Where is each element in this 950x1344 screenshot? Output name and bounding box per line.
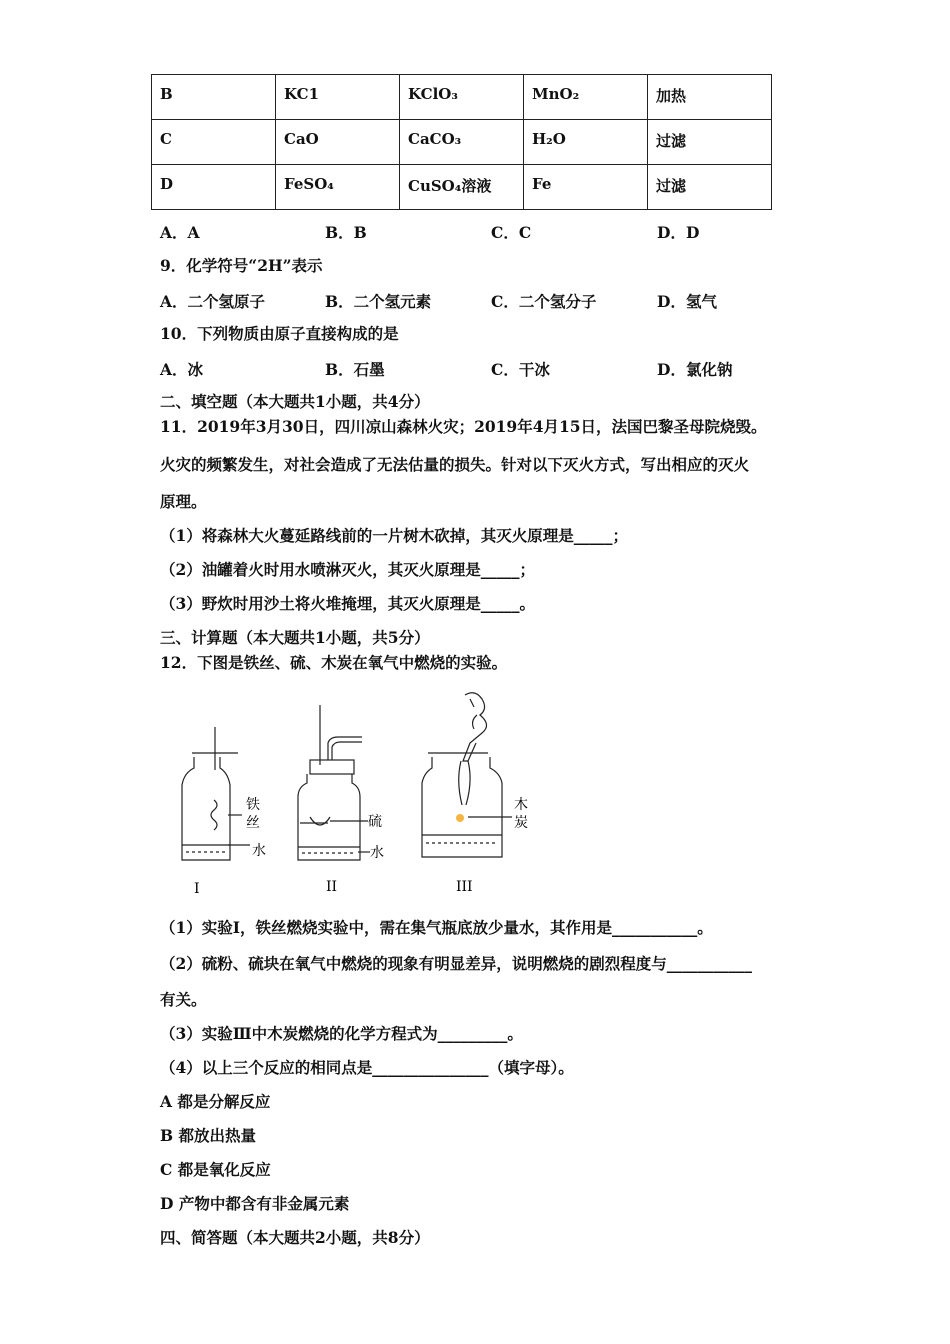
table-cell: 加热 [648,75,772,120]
table-cell: CaO [276,120,400,165]
caption-1: I [194,881,200,897]
q9-option-c: C．二个氢分子 [491,292,597,311]
table-cell: C [152,120,276,165]
q12-part: （4）以上三个反应的相同点是_______________（填字母）。 [160,1058,574,1077]
label-charcoal-2: 炭 [514,815,528,831]
q12-choice: C 都是氧化反应 [160,1160,271,1179]
bottle-3 [422,693,512,857]
q10-option-a: A．冰 [160,360,204,379]
table-cell: KClO₃ [400,75,524,120]
q11-stem: 原理。 [160,492,207,511]
section-title: 四、简答题（本大题共2小题，共8分） [160,1228,430,1247]
q12-choice: A 都是分解反应 [160,1092,271,1111]
q9-option-d: D．氢气 [657,292,717,311]
table-cell: CaCO₃ [400,120,524,165]
section-title: 二、填空题（本大题共1小题，共4分） [160,392,430,411]
table-cell: 过滤 [648,120,772,165]
q8-option-a: A．A [160,223,200,242]
q11-part: （2）油罐着火时用水喷淋灭火，其灭火原理是_____； [160,560,536,579]
options-table [151,74,772,210]
section-title: 三、计算题（本大题共1小题，共5分） [160,628,430,647]
q11-part: （3）野炊时用沙土将火堆掩埋，其灭火原理是_____。 [160,594,536,613]
table-cell: Fe [524,165,648,210]
label-charcoal-1: 木 [514,797,528,813]
table-cell: D [152,165,276,210]
q11-part: （1）将森林大火蔓延路线前的一片树木砍掉，其灭火原理是_____； [160,526,629,545]
q8-option-c: C．C [491,223,532,242]
q12-choice: B 都放出热量 [160,1126,256,1145]
q11-stem: 11．2019年3月30日，四川凉山森林火灾；2019年4月15日，法国巴黎圣母院烧毁。 [160,417,767,436]
q9-option-a: A．二个氢原子 [160,292,266,311]
table-row [152,120,772,165]
q12-part: （1）实验Ⅰ，铁丝燃烧实验中，需在集气瓶底放少量水，其作用是___________。 [160,918,713,937]
table-cell: MnO₂ [524,75,648,120]
q12-choice: D 产物中都含有非金属元素 [160,1194,350,1213]
label-iron-2: 丝 [246,815,260,831]
q9-stem: 9．化学符号“2H”表示 [160,256,323,275]
bottle-2 [298,705,370,860]
table-cell: FeSO₄ [276,165,400,210]
table-cell: KC1 [276,75,400,120]
table-cell: H₂O [524,120,648,165]
caption-2: II [326,879,338,895]
label-water-2: 水 [370,845,384,861]
label-sulfur: 硫 [368,814,382,830]
table-row [152,75,772,120]
label-iron-1: 铁 [246,797,260,813]
q11-stem: 火灾的频繁发生，对社会造成了无法估量的损失。针对以下灭火方式，写出相应的灭火 [160,455,750,474]
q12-part: 有关。 [160,990,207,1009]
q12-part: （3）实验Ⅲ中木炭燃烧的化学方程式为_________。 [160,1024,523,1043]
q12-stem: 12．下图是铁丝、硫、木炭在氧气中燃烧的实验。 [160,653,508,672]
q10-option-b: B．石墨 [325,360,385,379]
q8-option-b: B．B [325,223,367,242]
bottle-1 [182,727,250,860]
q8-option-d: D．D [657,223,700,242]
q9-option-b: B．二个氢元素 [325,292,432,311]
q12-part: （2）硫粉、硫块在氧气中燃烧的现象有明显差异，说明燃烧的剧烈程度与___________ [160,954,753,973]
label-water-1: 水 [252,843,266,859]
q10-option-d: D．氯化钠 [657,360,733,379]
experiment-figure [170,685,550,900]
caption-3: III [456,879,473,895]
q10-stem: 10．下列物质由原子直接构成的是 [160,324,399,343]
table-cell: CuSO₄溶液 [400,165,524,210]
flame-icon [456,814,464,822]
table-cell: 过滤 [648,165,772,210]
q10-option-c: C．干冰 [491,360,550,379]
table-row [152,165,772,210]
table-cell: B [152,75,276,120]
